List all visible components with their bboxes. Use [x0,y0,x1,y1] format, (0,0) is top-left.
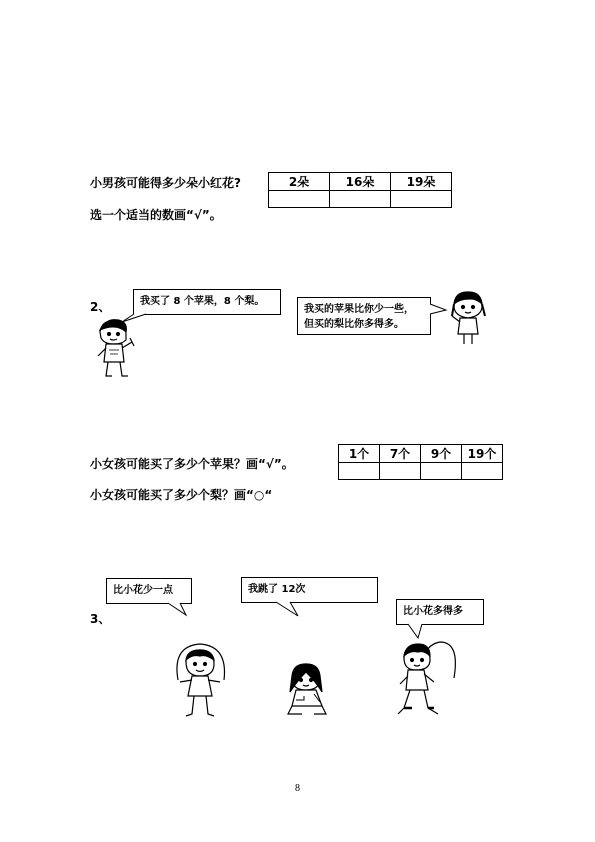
girl-speech-line2: 但买的梨比你多得多。 [304,319,404,330]
right-speech-text: 比小花多得多 [403,606,463,617]
jump-rope-boy-figure [394,638,464,720]
girl-speech-tail [430,302,450,318]
q2-answer-cell[interactable] [421,463,462,480]
boy-figure [92,318,138,380]
jump-rope-girl-figure [170,640,232,720]
q1-answer-cell[interactable] [391,191,452,208]
q1-option-label: 2朵 [269,173,330,191]
q1-option-label: 19朵 [391,173,452,191]
right-speech-bubble [396,599,484,625]
q2-answer-cell[interactable] [462,463,503,480]
boy-speech-bubble [133,289,281,315]
q2-question-line1: 小女孩可能买了多少个苹果？画“√”。 [90,457,294,471]
q2-question-line2: 小女孩可能买了多少个梨？画“○“ [90,488,273,502]
q2-options-table [338,444,503,480]
page-number: 8 [295,783,300,794]
middle-speech-bubble [241,577,378,603]
left-speech-bubble [106,578,192,604]
q1-answer-cell[interactable] [330,191,391,208]
q2-option-label: 9个 [421,445,462,463]
middle-speech-tail [276,602,302,618]
left-speech-tail [168,603,192,617]
q2-answer-cell[interactable] [339,463,380,480]
middle-speech-text: 我跳了 12次 [248,584,306,595]
left-speech-text: 比小花少一点 [113,585,173,596]
q2-number: 2、 [90,300,111,314]
girl-figure [448,290,490,346]
q2-option-label: 1个 [339,445,380,463]
q1-question-line1: 小男孩可能得多少朵小红花? [90,176,241,190]
q1-options-table [268,172,452,208]
girl-speech-bubble [297,297,431,335]
q3-number: 3、 [90,612,111,626]
q2-option-label: 19个 [462,445,503,463]
q1-option-label: 16朵 [330,173,391,191]
girl-speech-line1: 我买的苹果比你少一些， [304,304,414,315]
boy-speech-text: 我买了 8 个苹果，8 个梨。 [140,296,265,307]
q2-answer-cell[interactable] [380,463,421,480]
sitting-girl-figure [284,662,330,718]
q1-question-line2: 选一个适当的数画“√”。 [90,208,222,222]
q1-answer-cell[interactable] [269,191,330,208]
q2-option-label: 7个 [380,445,421,463]
